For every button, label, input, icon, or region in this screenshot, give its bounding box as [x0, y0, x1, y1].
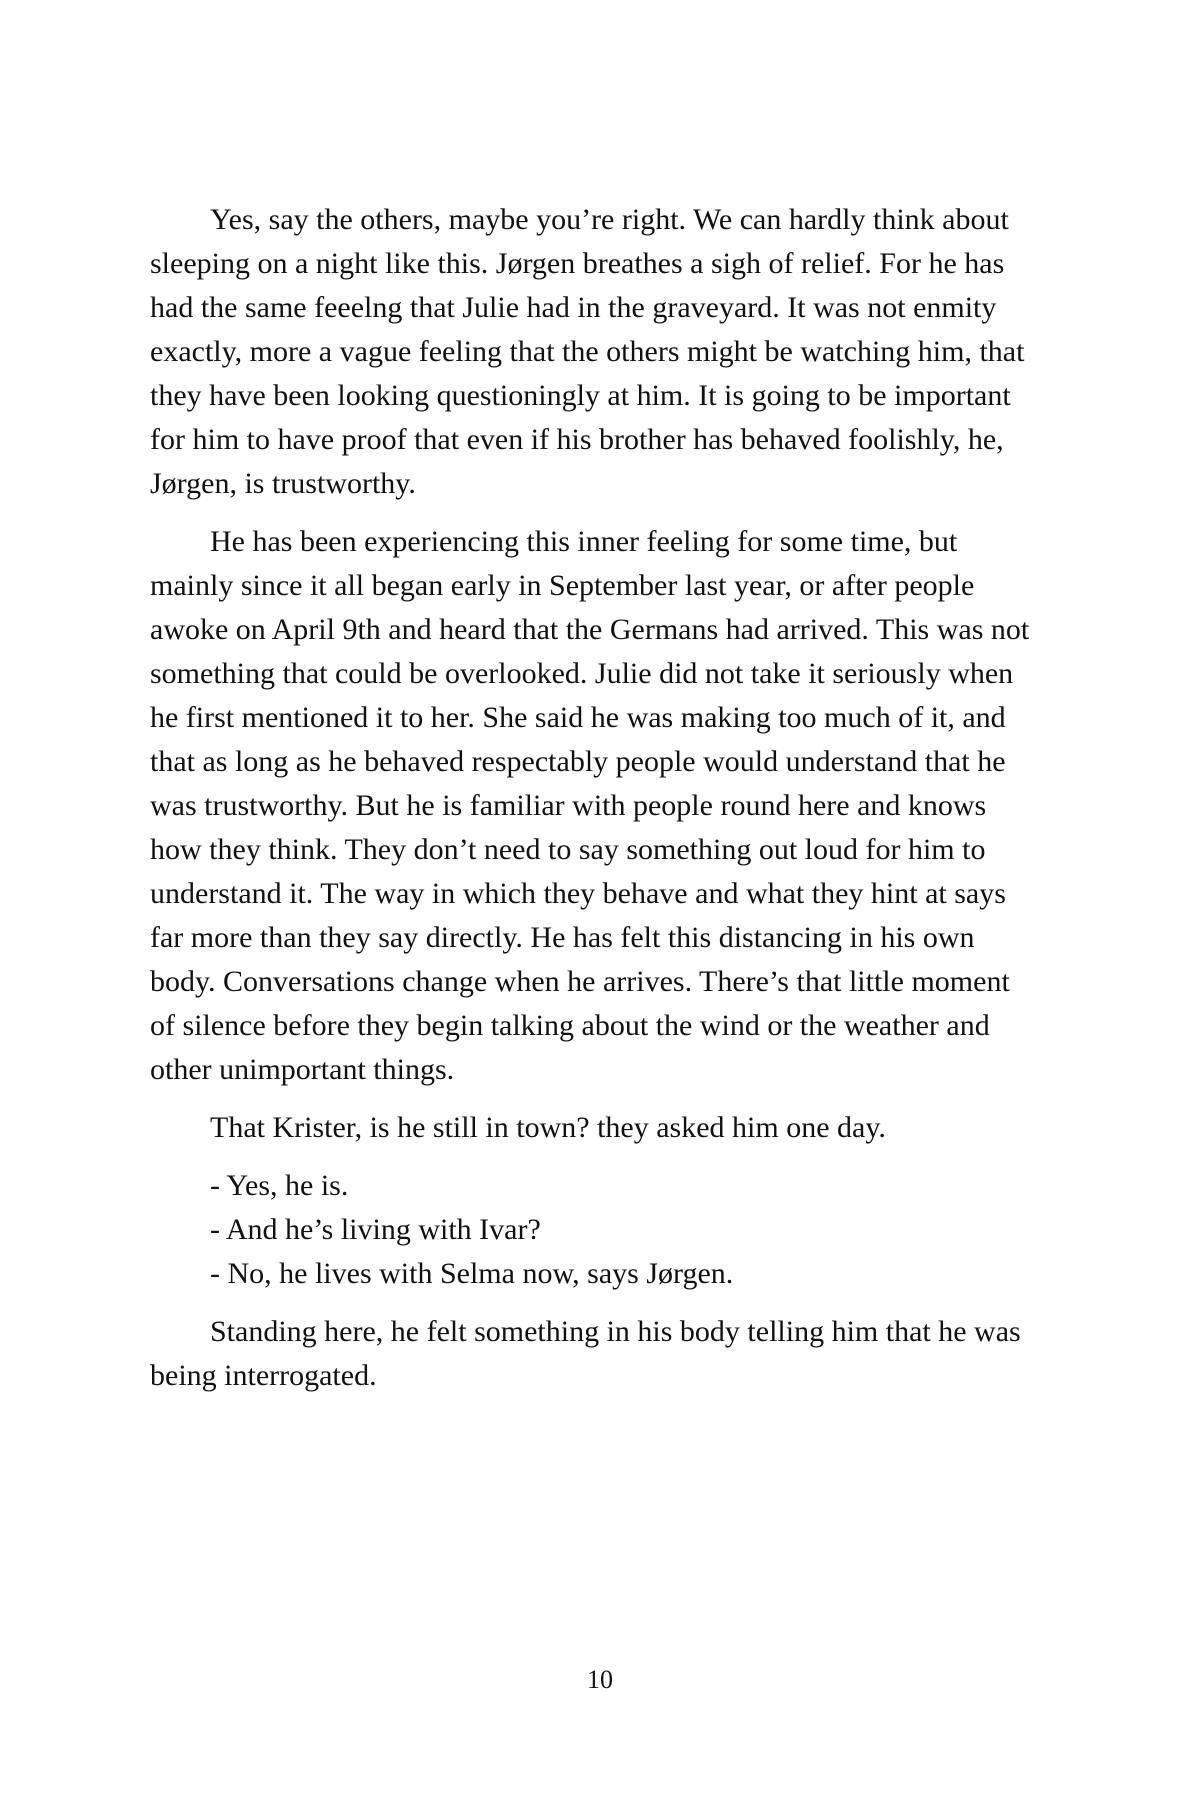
paragraph: Standing here, he felt something in his body telling him that he was being interrogated. — [150, 1315, 1021, 1392]
body-text — [150, 198, 1030, 1412]
paragraph: Yes, say the others, maybe you’re right. We can hardly think about sleeping on a night like this. Jørgen breathes a sigh of relief. For he has had the same feeelng that Julie had in the graveyard. It was not enmity exactly, more a vague feeling that the others might be watching him, that they have been looking questioningly at him. It is going to be important for him to have proof that even if his brother has behaved foolishly, he, Jørgen, is trustworthy. — [150, 203, 1025, 500]
paragraph: He has been experiencing this inner feeling for some time, but mainly since it all began early in September last year, or after people awoke on April 9th and heard that the Germans had arrived. This was not something that could be overlooked. Julie did not take it seriously when he first mentioned it to her. She said he was making too much of it, and that as long as he behaved respectably people would understand that he was trustworthy. But he is familiar with people round here and knows how they think. They don’t need to say something out loud for him to understand it. The way in which they behave and what they hint at says far more than they say directly. He has felt this distancing in his own body. Conversations change when he arrives. There’s that little moment of silence before they begin talking about the wind or the weather and other unimportant things. — [150, 525, 1030, 1086]
page-number: 10 — [587, 1665, 613, 1694]
dialogue-block — [150, 1164, 1030, 1296]
dialogue-line: - Yes, he is. — [210, 1169, 349, 1202]
paragraph: That Krister, is he still in town? they asked him one day. — [210, 1111, 886, 1144]
dialogue-line: - No, he lives with Selma now, says Jørgen. — [210, 1257, 734, 1290]
dialogue-line: - And he’s living with Ivar? — [210, 1213, 541, 1246]
